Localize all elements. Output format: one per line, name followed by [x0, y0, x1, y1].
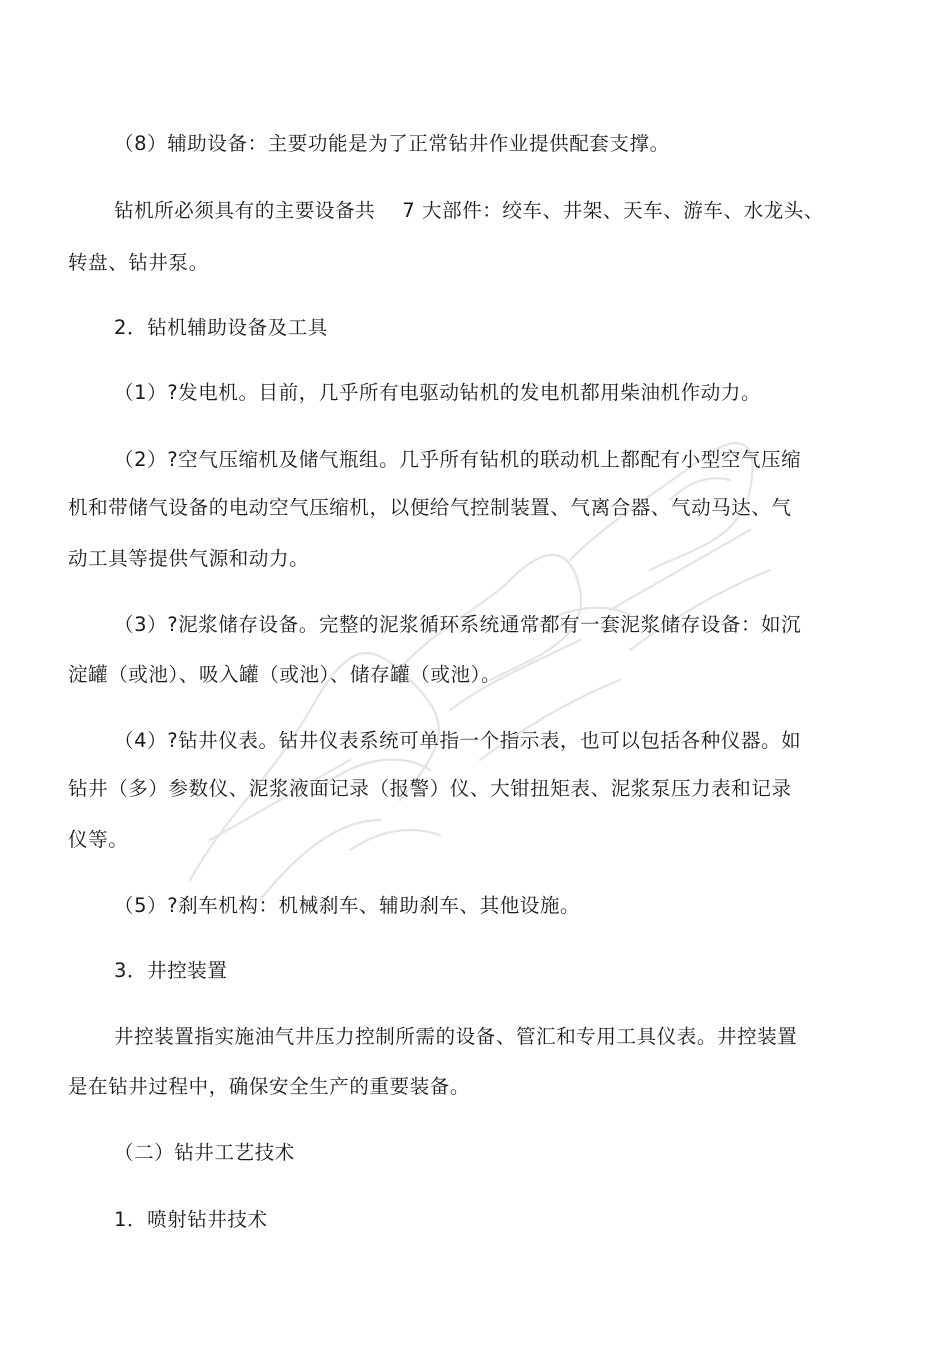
paragraph-main-equipment-line-1: 钻机所必须具有的主要设备共 7 大部件：绞车、井架、天车、游车、水龙头、 [114, 199, 825, 222]
item-2-line-2: 机和带储气设备的电动空气压缩机，以便给气控制装置、气离合器、气动马达、气 [68, 496, 792, 519]
section-heading-3: 3．井控装置 [114, 959, 228, 982]
item-3-line-1: （3）?泥浆储存设备。完整的泥浆循环系统通常都有一套泥浆储存设备：如沉 [114, 613, 802, 636]
item-5-brake: （5）?刹车机构：机械刹车、辅助刹车、其他设施。 [114, 894, 581, 917]
item-4-line-1: （4）?钻井仪表。钻井仪表系统可单指一个指示表，也可以包括各种仪器。如 [114, 729, 802, 752]
item-4-line-2: 钻井（多）参数仪、泥浆液面记录（报警）仪、大钳扭矩表、泥浆泵压力表和记录 [68, 777, 792, 800]
item-1-generator: （1）?发电机。目前，几乎所有电驱动钻机的发电机都用柴油机作动力。 [114, 381, 762, 404]
well-control-line-1: 井控装置指实施油气井压力控制所需的设备、管汇和专用工具仪表。井控装置 [114, 1025, 798, 1048]
item-2-line-1: （2）?空气压缩机及储气瓶组。几乎所有钻机的联动机上都配有小型空气压缩 [114, 448, 802, 471]
section-heading-jet-drilling: 1．喷射钻井技术 [114, 1208, 268, 1231]
item-2-line-3: 动工具等提供气源和动力。 [68, 547, 310, 570]
section-heading-2: 2．钻机辅助设备及工具 [114, 316, 329, 339]
paragraph-main-equipment-line-2: 转盘、钻井泵。 [68, 251, 209, 274]
item-4-line-3: 仪等。 [68, 828, 129, 851]
section-heading-drilling-technology: （二）钻井工艺技术 [114, 1141, 295, 1164]
well-control-line-2: 是在钻井过程中，确保安全生产的重要装备。 [68, 1075, 471, 1098]
item-3-line-2: 淀罐（或池）、吸入罐（或池）、储存罐（或池）。 [68, 663, 502, 686]
paragraph-auxiliary-equipment: （8）辅助设备：主要功能是为了正常钻井作业提供配套支撑。 [114, 132, 670, 155]
